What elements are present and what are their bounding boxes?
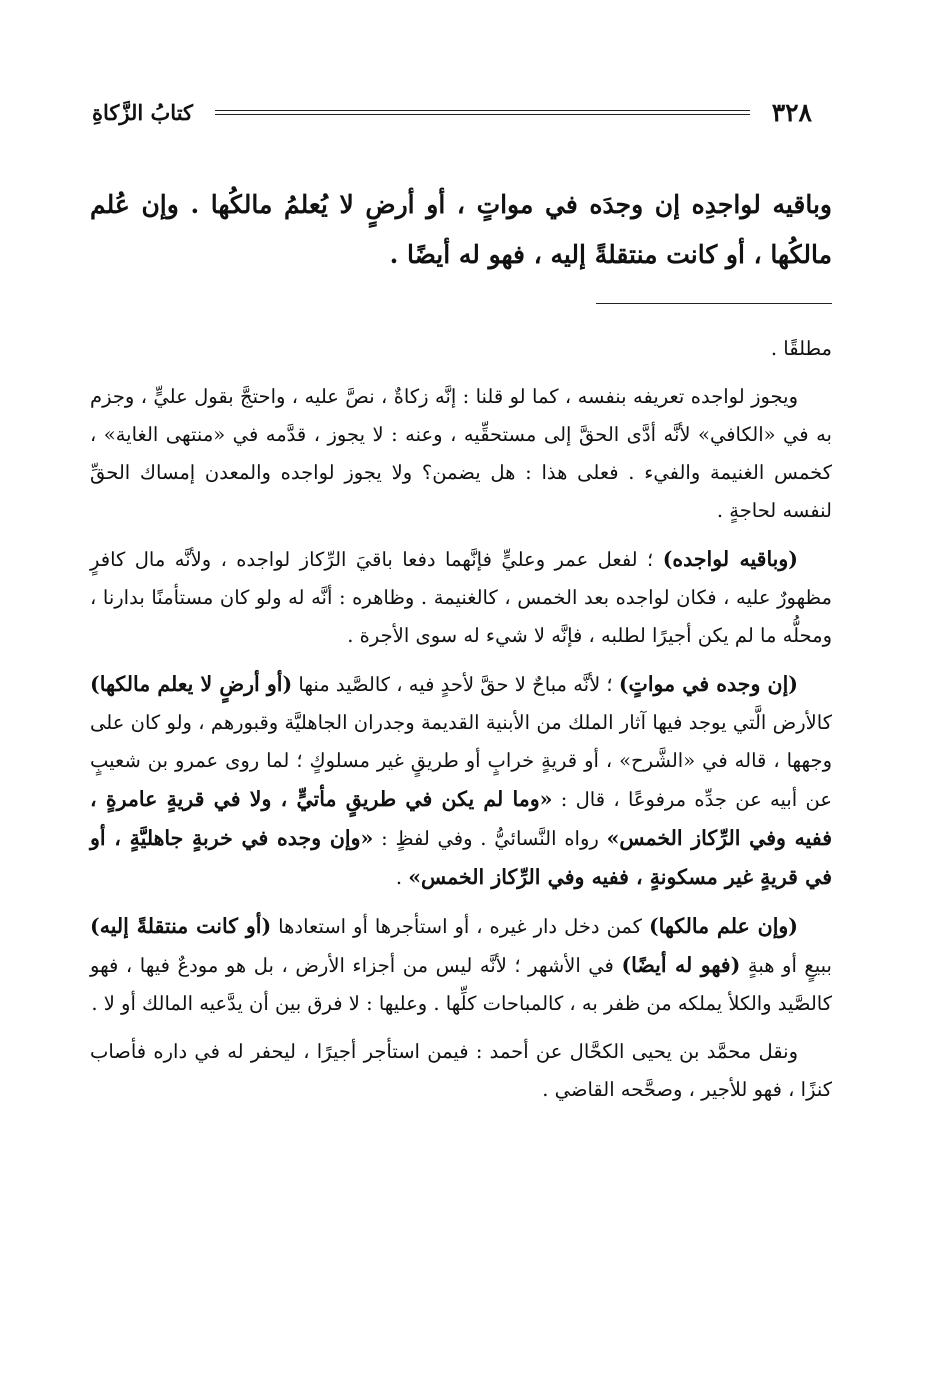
quoted-matn-phrase: (فهو له أيضًا) [621,953,741,977]
commentary-paragraph [90,1033,832,1109]
commentary-paragraph [90,378,832,530]
commentary-text: كمن دخل دار غيره ، أو استأجرها أو استعادها [271,915,649,938]
commentary-text: ؛ لأنَّه مباحٌ لا حقَّ لأحدٍ فيه ، كالصَّيد منها [292,673,619,696]
commentary-paragraph [90,540,832,655]
page-number: ٣٢٨ [771,97,812,127]
commentary-paragraph [90,330,832,368]
commentary-text: ببيعٍ أو هبةٍ [740,954,832,977]
commentary-text: . [395,866,409,889]
quoted-matn-phrase: (أو كانت منتقلةً إليه) [90,914,272,938]
commentary-text: رواه النَّسائيُّ . وفي لفظٍ : [373,827,607,850]
commentary-paragraph [90,665,832,897]
commentary-text: ؛ لفعل عمر وعليٍّ فإنَّهما دفعا باقيَ الرِّكاز لواجده ، ولأنَّه مال كافرٍ مظهورٌ عليه ، فكان لواجده بعد الخمس ، كالغنيمة . وظاهره : أنَّه له ولو كان مستأمنًا بدارنا ، ومحلُّه ما لم يكن أجيرًا لطلبه ، فإنَّه لا شيء له سوى الأجرة . [90,548,832,647]
footnote-separator [596,303,832,304]
commentary [90,330,832,1119]
quoted-matn-phrase: «وإن وجده في خربةٍ جاهليَّةٍ ، أو في قريةٍ غير مسكونةٍ ، ففيه وفي الرِّكاز الخمس» [90,826,832,889]
quoted-matn-phrase: «وما لم يكن في طريقٍ مأتيٍّ ، ولا في قريةٍ عامرةٍ ، ففيه وفي الرِّكاز الخمس» [90,787,832,850]
commentary-text: ويجوز لواجده تعريفه بنفسه ، كما لو قلنا : إنَّه زكاةٌ ، نصَّ عليه ، واحتجَّ بقول عليٍّ ، وجزم به في «الكافي» لأنَّه أدَّى الحقَّ إلى مستحقِّيه ، وعنه : لا يجوز ، قدَّمه في «منتهى الغاية» ، كخمس الغنيمة والفيء . فعلى هذا : هل يضمن؟ ولا يجوز لواجده والمعدن إمساك الحقِّ لنفسه لحاجةٍ . [90,385,832,522]
commentary-text: كالأرض الَّتي يوجد فيها آثار الملك من الأبنية القديمة وجدران الجاهليَّة وقبورهم ، ولو كان على وجهها ، قاله في «الشَّرح» ، أو قريةٍ خرابٍ أو طريقٍ غير مسلوكٍ ؛ لما روى عمرو بن شعيبٍ عن أبيه عن جدِّه مرفوعًا ، قال : [90,711,832,811]
quoted-matn-phrase: (أو أرضٍ لا يعلم مالكها) [90,672,293,696]
main-text: وباقيه لواجدِه إن وجدَه في مواتٍ ، أو أرضٍ لا يُعلمُ مالكُها . وإن عُلم مالكُها ، أو كانت منتقلةً إليه ، فهو له أيضًا . [90,190,832,269]
header-rule [215,110,750,115]
page-header [92,92,812,132]
commentary-text: مطلقًا . [770,337,832,360]
running-title: كتابُ الزَّكاةِ [92,99,194,125]
commentary-paragraph [90,907,832,1023]
commentary-text: في الأشهر ؛ لأنَّه ليس من أجزاء الأرض ، بل هو مودعٌ فيها ، فهو كالصَّيد والكلأ يملكه من ظفر به ، كالمباحات كلِّها . وعليها : لا فرق بين أن يدَّعيه المالك أو لا . [90,954,832,1015]
quoted-matn-phrase: (وباقيه لواجده) [662,547,798,571]
quoted-matn-phrase: (وإن علم مالكها) [648,914,798,938]
quoted-matn-phrase: (إن وجده في مواتٍ) [618,672,798,696]
commentary-text: ونقل محمَّد بن يحيى الكحَّال عن أحمد : فيمن استأجر أجيرًا ، ليحفر له في داره فأصاب كنزًا ، فهو للأجير ، وصحَّحه القاضي . [90,1040,832,1101]
